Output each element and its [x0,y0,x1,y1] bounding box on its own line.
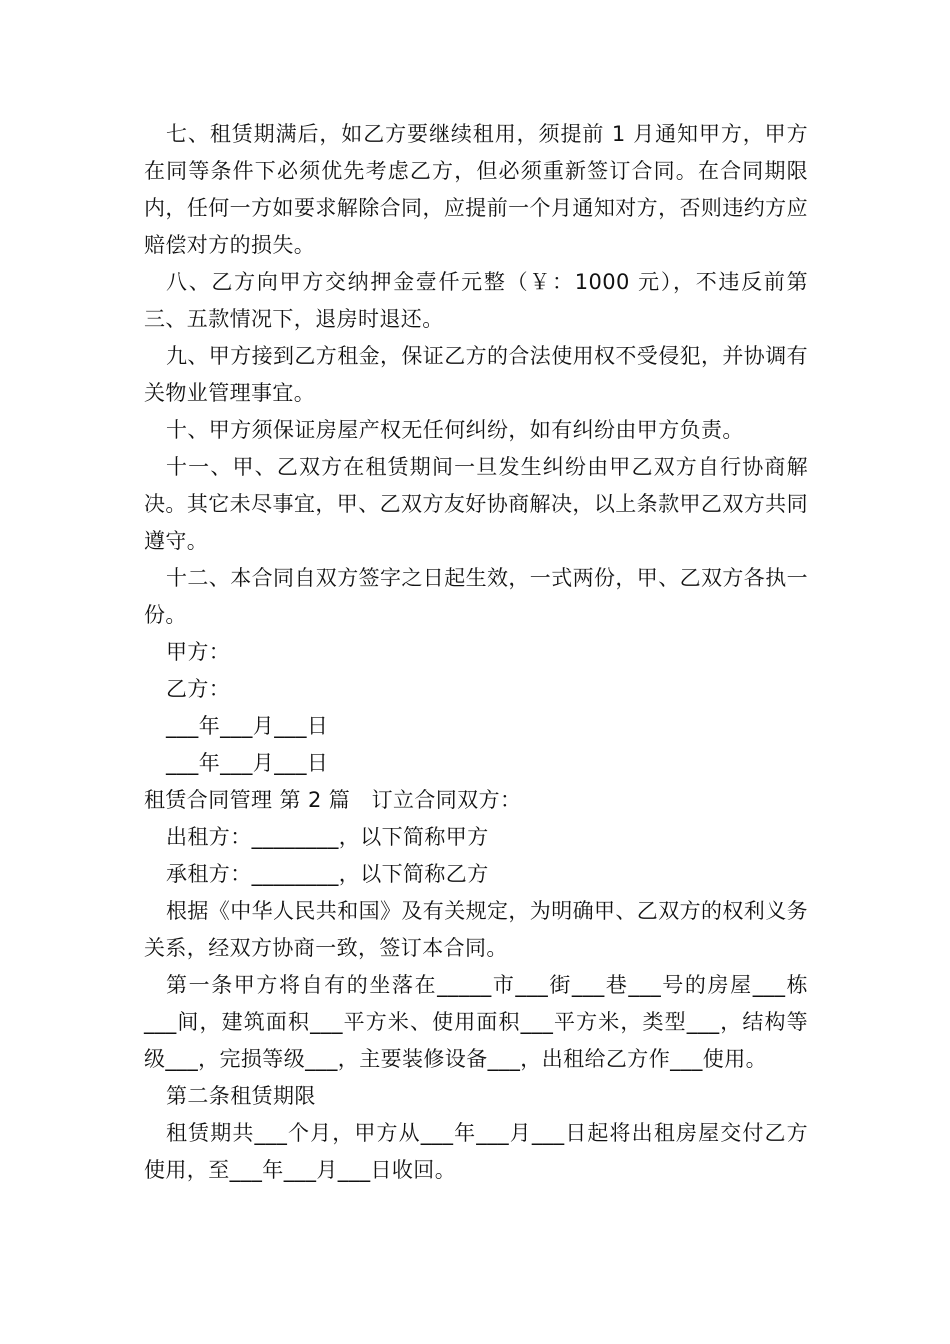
date-line-2: ___年___月___日 [166,751,329,775]
article-2-body: 租赁期共___个月，甲方从___年___月___日起将出租房屋交付乙方使用，至___年___月___日收回。 [144,1121,808,1182]
article-1: 第一条甲方将自有的坐落在_____市___街___巷___号的房屋___栋___间，建筑面积___平方米、使用面积___平方米，类型___，结构等级___，完损等级___，主要装修设备___，出租给乙方作___使用。 [144,973,808,1071]
lessee-line: 承租方：________，以下简称乙方 [166,862,489,886]
clause-9: 九、甲方接到乙方租金，保证乙方的合法使用权不受侵犯，并协调有关物业管理事宜。 [144,344,808,405]
party-b-signature: 乙方： [166,677,231,701]
document-body [144,116,808,1189]
party-a-signature: 甲方： [166,640,231,664]
date-line-1: ___年___月___日 [166,714,329,738]
clause-10: 十、甲方须保证房屋产权无任何纠纷，如有纠纷由甲方负责。 [166,418,744,442]
clause-12: 十二、本合同自双方签字之日起生效，一式两份，甲、乙双方各执一份。 [144,566,808,627]
lessor-line: 出租方：________，以下简称甲方 [166,825,489,849]
clause-11: 十一、甲、乙双方在租赁期间一旦发生纠纷由甲乙双方自行协商解决。其它未尽事宜，甲、乙双方友好协商解决，以上条款甲乙双方共同遵守。 [144,455,808,553]
article-2-heading: 第二条租赁期限 [166,1084,316,1108]
preamble: 根据《中华人民共和国》及有关规定，为明确甲、乙双方的权利义务关系，经双方协商一致，签订本合同。 [144,899,808,960]
section-heading: 租赁合同管理 第 2 篇 订立合同双方： [144,788,522,812]
clause-7: 七、租赁期满后，如乙方要继续租用，须提前 1 月通知甲方，甲方在同等条件下必须优先考虑乙方，但必须重新签订合同。在合同期限内，任何一方如要求解除合同，应提前一个月通知对方，否则违约方应赔偿对方的损失。 [144,122,808,257]
clause-8: 八、乙方向甲方交纳押金壹仟元整（￥：1000 元），不违反前第三、五款情况下，退房时退还。 [144,270,808,331]
